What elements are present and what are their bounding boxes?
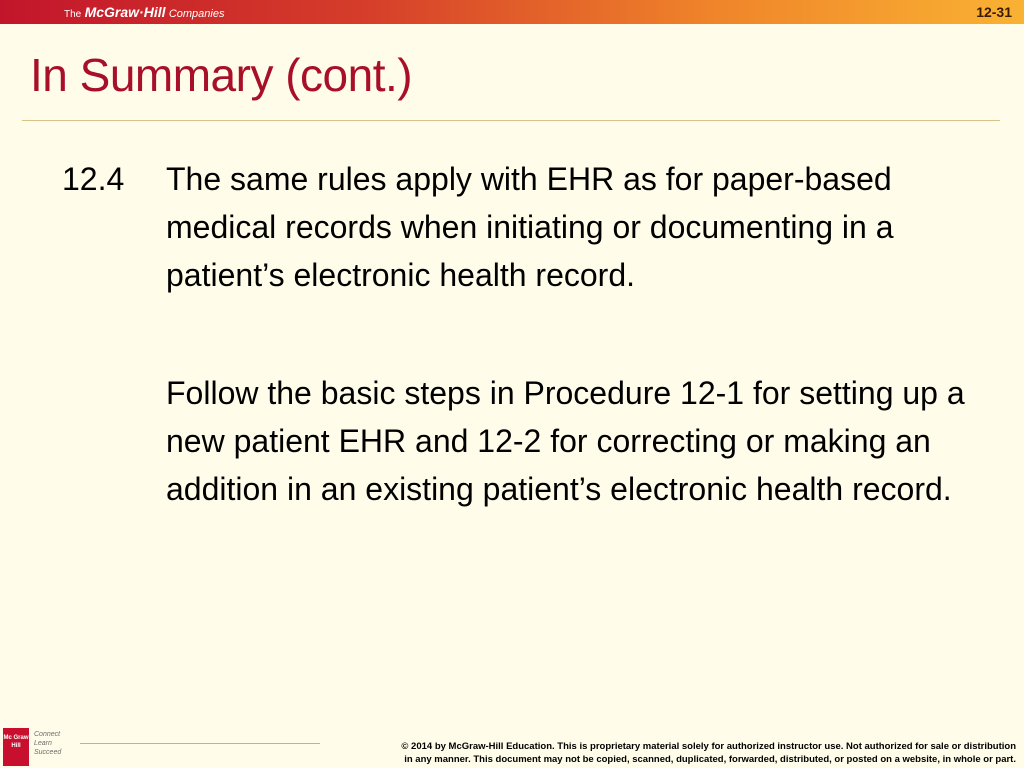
title-divider	[22, 120, 1000, 121]
copyright-notice	[316, 740, 1016, 766]
copyright-line-1: © 2014 by McGraw-Hill Education. This is proprietary material solely for authorized instructor use. Not authorized for sale or distribution	[401, 741, 1016, 752]
brand-companies: Companies	[168, 8, 225, 20]
footer-divider	[80, 743, 320, 744]
copyright-line-2: in any manner. This document may not be copied, scanned, duplicated, forwarded, distributed, or posted on a website, in whole or part.	[404, 754, 1016, 765]
brand-name: McGraw·Hill	[84, 4, 166, 20]
item-number: 12.4	[62, 161, 125, 197]
summary-paragraph-2: Follow the basic steps in Procedure 12-1 for setting up a new patient EHR and 12-2 for correcting or making an addition in an existing patient’s electronic health record.	[166, 375, 965, 507]
tagline: Connect Learn Succeed	[34, 731, 62, 756]
header-banner	[0, 0, 1024, 24]
slide-number: 12-31	[976, 4, 1012, 20]
mcgraw-hill-logo: Mc Graw Hill	[3, 728, 29, 766]
publisher-logo	[64, 4, 224, 20]
summary-paragraph-1: The same rules apply with EHR as for paper-based medical records when initiating or documenting in a patient’s electronic health record.	[166, 161, 894, 293]
brand-the: The	[64, 9, 82, 20]
slide-title: In Summary (cont.)	[30, 49, 413, 101]
